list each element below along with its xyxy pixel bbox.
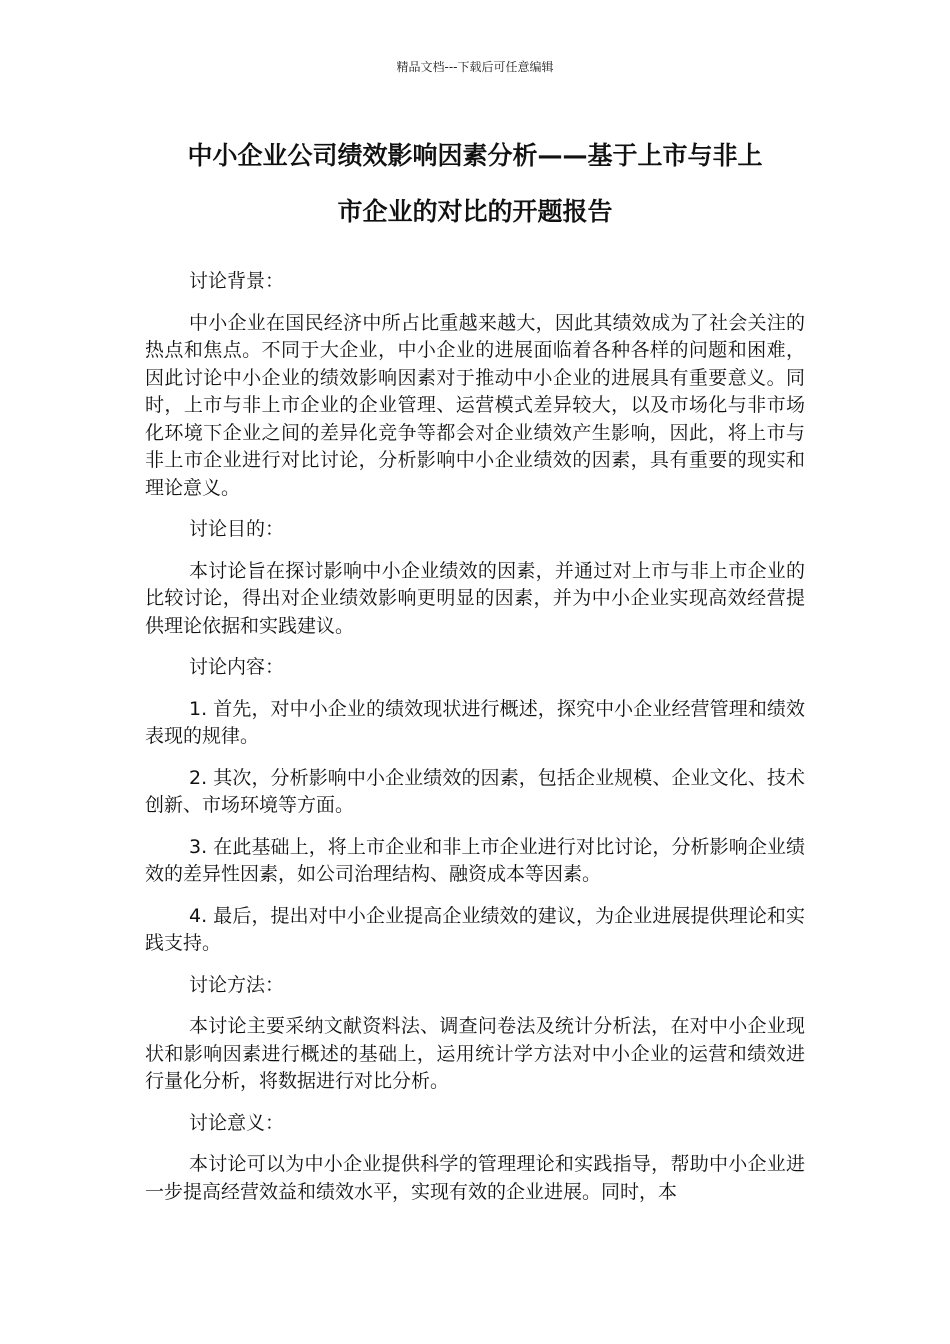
- section-heading-significance: 讨论意义：: [189, 1111, 285, 1134]
- section-heading-background: 讨论背景：: [189, 270, 285, 292]
- document-title: [145, 128, 805, 240]
- paragraph-method: 本讨论主要采纳文献资料法、调查问卷法及统计分析法，在对中小企业现状和影响因素进行概述的基础上，运用统计学方法对中小企业的运营和绩效进行量化分析，将数据进行对比分析。: [145, 1015, 805, 1092]
- title-line-2: 市企业的对比的开题报告: [337, 197, 613, 226]
- paragraph-purpose: 本讨论旨在探讨影响中小企业绩效的因素，并通过对上市与非上市企业的比较讨论，得出对企业绩效影响更明显的因素，并为中小企业实现高效经营提供理论依据和实践建议。: [145, 559, 805, 637]
- document-body: [145, 268, 805, 1220]
- list-item-content-1: 1. 首先，对中小企业的绩效现状进行概述，探究中小企业经营管理和绩效表现的规律。: [145, 697, 805, 747]
- section-heading-method: 讨论方法：: [189, 973, 285, 996]
- paragraph-background: 中小企业在国民经济中所占比重越来越大，因此其绩效成为了社会关注的热点和焦点。不同于大企业，中小企业的进展面临着各种各样的问题和困难，因此讨论中小企业的绩效影响因素对于推动中小企业的进展具有重要意义。同时，上市与非上市企业的企业管理、运营模式差异较大，以及市场化与非市场化环境下企业之间的差异化竞争等都会对企业绩效产生影响，因此，将上市与非上市企业进行对比讨论，分析影响中小企业绩效的因素，具有重要的现实和理论意义。: [145, 311, 805, 499]
- section-heading-purpose: 讨论目的：: [189, 518, 285, 540]
- title-line-1: 中小企业公司绩效影响因素分析——基于上市与非上: [187, 141, 763, 170]
- list-item-content-4: 4. 最后，提出对中小企业提高企业绩效的建议，为企业进展提供理论和实践支持。: [145, 904, 805, 954]
- header-note: 精品文档---下载后可任意编辑: [396, 60, 554, 74]
- paragraph-significance: 本讨论可以为中小企业提供科学的管理理论和实践指导，帮助中小企业进一步提高经营效益和绩效水平，实现有效的企业进展。同时，本: [145, 1153, 805, 1203]
- section-heading-content: 讨论内容：: [189, 656, 285, 678]
- list-item-content-3: 3. 在此基础上，将上市企业和非上市企业进行对比讨论，分析影响企业绩效的差异性因素，如公司治理结构、融资成本等因素。: [145, 835, 805, 885]
- list-item-content-2: 2. 其次，分析影响中小企业绩效的因素，包括企业规模、企业文化、技术创新、市场环境等方面。: [145, 766, 805, 816]
